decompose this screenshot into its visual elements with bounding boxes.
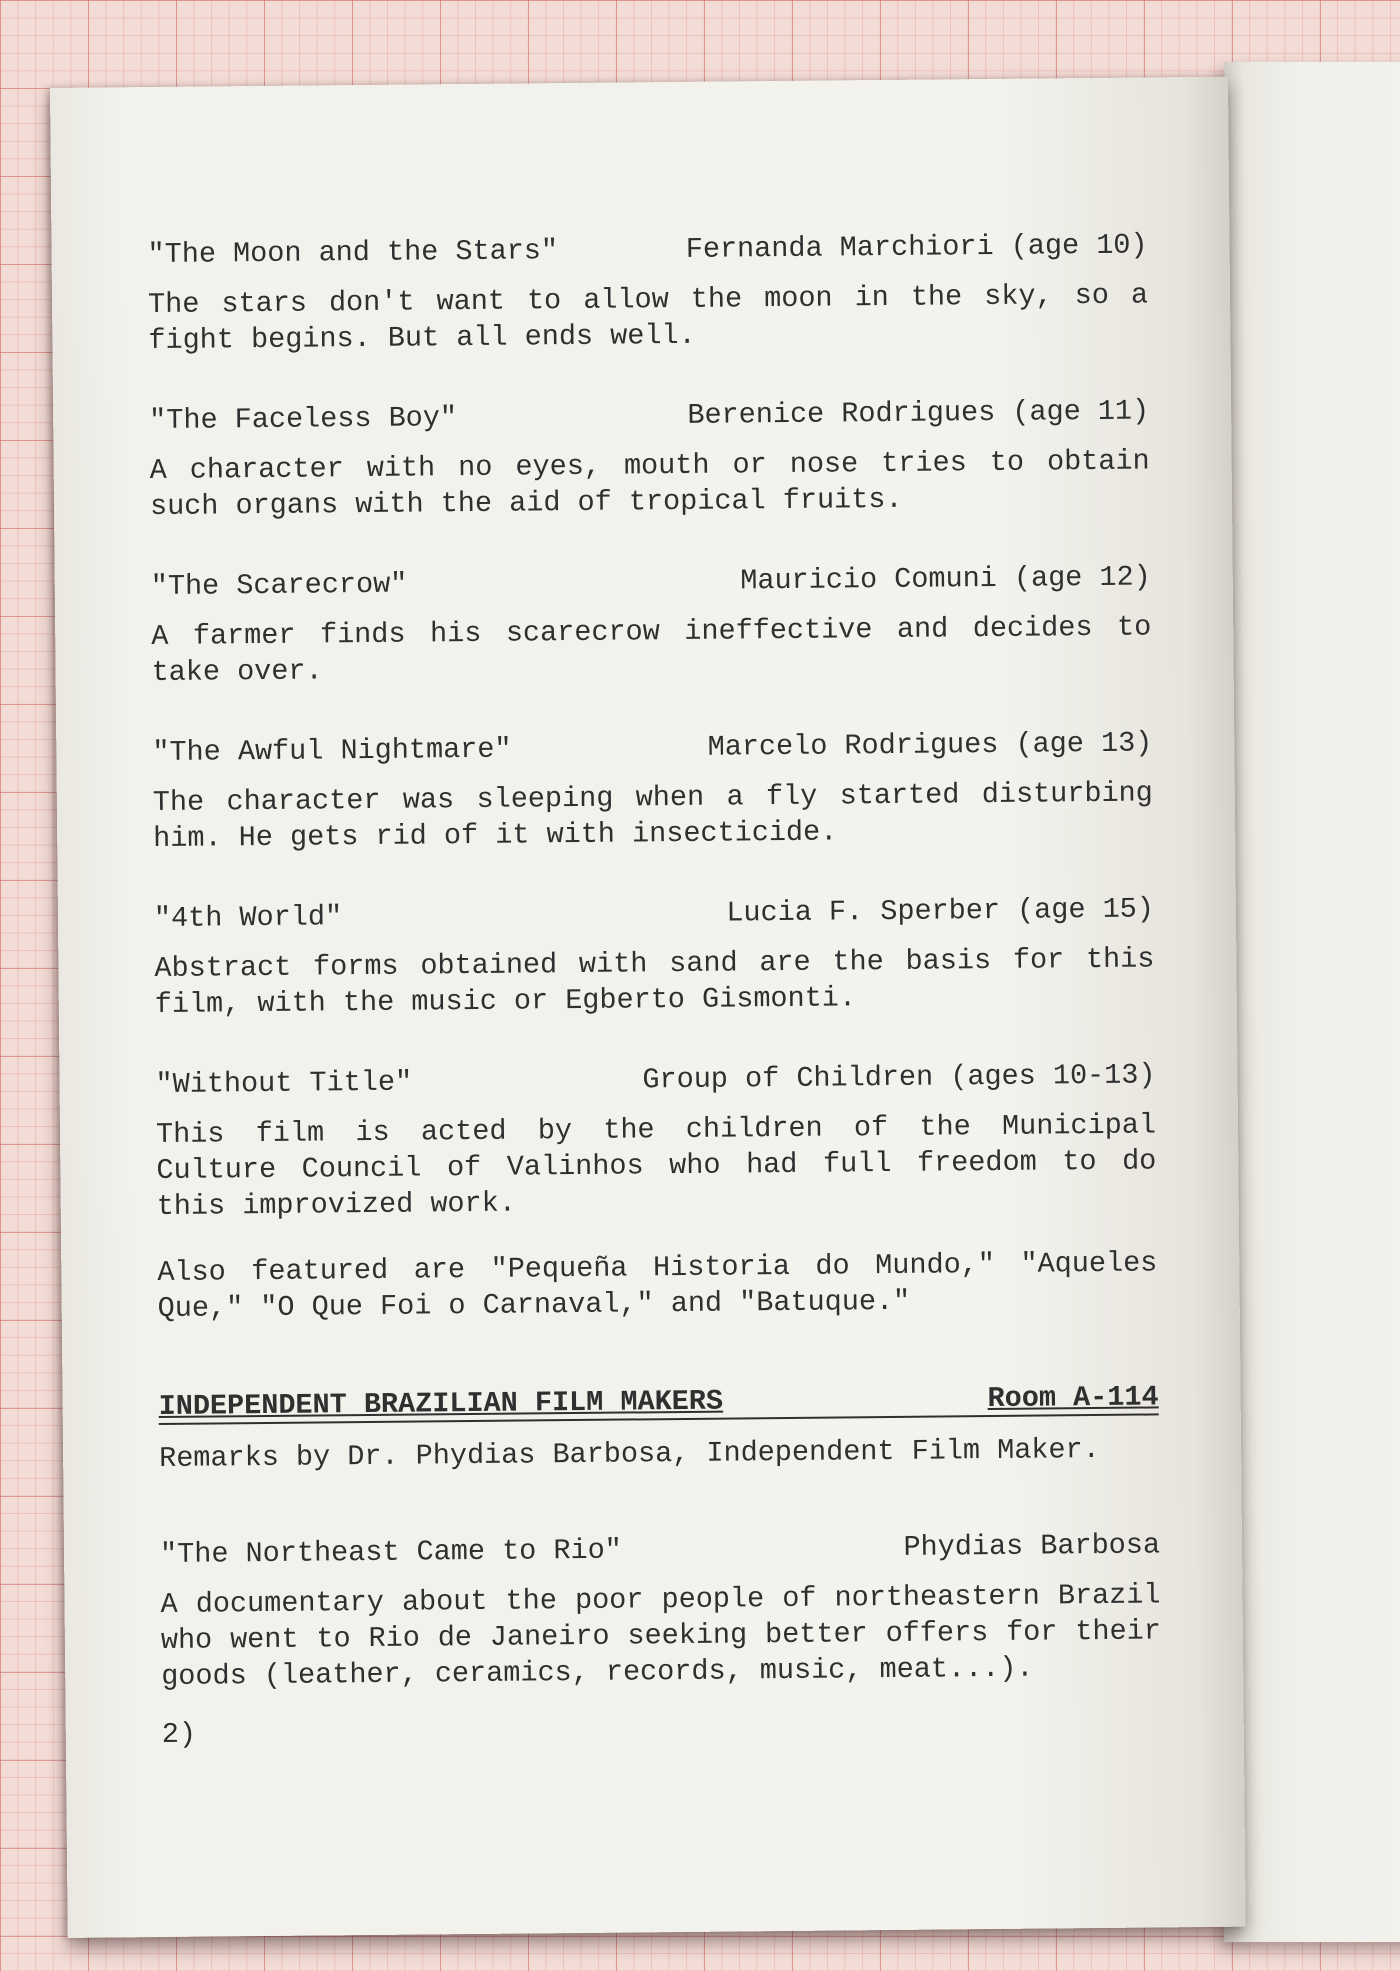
film-entry <box>160 1527 1161 1695</box>
left-page <box>50 77 1246 1938</box>
film-description: The stars don't want to allow the moon in the sky, so a fight begins. But all ends well. <box>147 278 1149 358</box>
film-author: Berenice Rodrigues (age 11) <box>687 394 1150 432</box>
also-featured-note: Also featured are "Pequeña Historia do Mundo," "Aqueles Que," "O Que Foi o Carnaval," and "Batuque." <box>157 1246 1158 1326</box>
film-author: Marcelo Rodrigues (age 13) <box>707 726 1153 764</box>
film-author: Fernanda Marchiori (age 10) <box>685 228 1148 266</box>
film-description: The character was sleeping when a fly started disturbing him. He gets rid of it with insecticide. <box>152 776 1153 856</box>
film-description: A character with no eyes, mouth or nose tries to obtain such organs with the aid of tropical fruits. <box>149 444 1150 524</box>
film-entry <box>147 227 1148 359</box>
film-entry <box>149 393 1150 525</box>
film-entry <box>152 725 1153 857</box>
right-page <box>1224 62 1400 1942</box>
section-title: INDEPENDENT BRAZILIAN FILM MAKERS <box>158 1384 724 1424</box>
film-author: Phydias Barbosa <box>903 1528 1161 1564</box>
section-remarks: Remarks by Dr. Phydias Barbosa, Independent Film Maker. <box>159 1432 1100 1476</box>
film-title: "The Awful Nightmare" <box>152 732 512 770</box>
film-author: Mauricio Comuni (age 12) <box>740 560 1151 598</box>
film-author: Lucia F. Sperber (age 15) <box>726 892 1155 930</box>
page-number: 2) <box>161 1717 197 1752</box>
film-title: "The Scarecrow" <box>150 567 408 604</box>
page-content <box>147 227 1162 1753</box>
film-author: Group of Children (ages 10-13) <box>642 1058 1156 1097</box>
film-description: A documentary about the poor people of northeastern Brazil who went to Rio de Janeiro seeking better offers for their goods (leather, ceramics, records, music, meat...). <box>160 1578 1162 1694</box>
film-title: "The Moon and the Stars" <box>147 234 559 272</box>
film-description: This film is acted by the children of the Municipal Culture Council of Valinhos who had full freedom to do this improvized work. <box>155 1108 1157 1224</box>
section-room: Room A-114 <box>987 1380 1159 1416</box>
film-description: Abstract forms obtained with sand are the basis for this film, with the music or Egberto Gismonti. <box>154 942 1155 1022</box>
film-title: "Without Title" <box>155 1065 413 1102</box>
film-description: A farmer finds his scarecrow ineffective and decides to take over. <box>151 610 1152 690</box>
film-title: "The Faceless Boy" <box>149 401 458 438</box>
film-entry <box>155 1057 1156 1225</box>
film-title: "4th World" <box>153 900 343 936</box>
section-header <box>159 1381 1159 1425</box>
film-title: "The Northeast Came to Rio" <box>159 1533 623 1572</box>
film-entry <box>151 559 1152 691</box>
film-entry <box>154 891 1155 1023</box>
